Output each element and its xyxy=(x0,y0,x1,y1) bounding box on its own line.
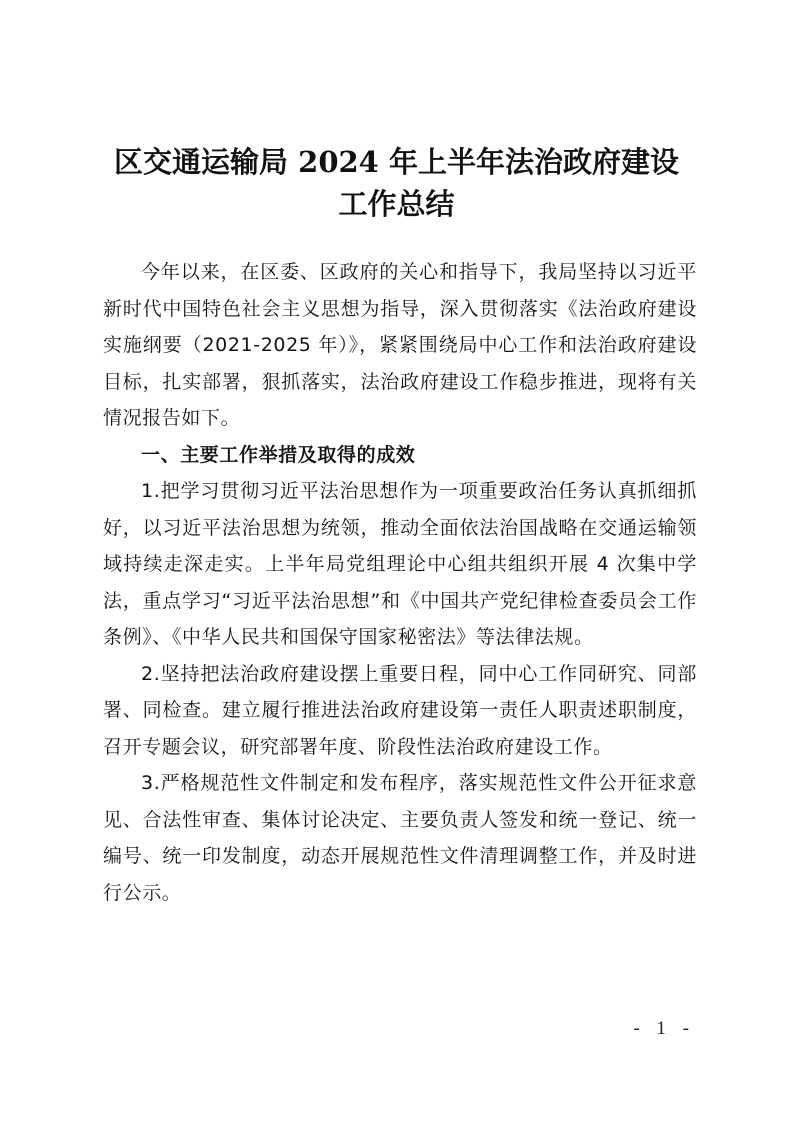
document-body xyxy=(103,254,697,911)
section-heading: 一、主要工作举措及取得的成效 xyxy=(141,443,416,466)
page-number: - 1 - xyxy=(633,1018,695,1039)
document-title-line-2: 工作总结 xyxy=(338,187,455,221)
item-paragraph-3: 3.严格规范性文件制定和发布程序，落实规范性文件公开征求意见、合法性审查、集体讨论决定、主要负责人签发和统一登记、统一编号、统一印发制度，动态开展规范性文件清理调整工作，并及时进行公示。 xyxy=(103,772,697,904)
item-paragraph-2: 2.坚持把法治政府建设摆上重要日程，同中心工作同研究、同部署、同检查。建立履行推进法治政府建设第一责任人职责述职制度，召开专题会议，研究部署年度、阶段性法治政府建设工作。 xyxy=(103,662,697,758)
intro-paragraph: 今年以来，在区委、区政府的关心和指导下，我局坚持以习近平新时代中国特色社会主义思想为指导，深入贯彻落实《法治政府建设实施纲要（2021-2025 年）》，紧紧围绕局中心工作和法治政府建设目标，扎实部署，狠抓落实，法治政府建设工作稳步推进，现将有关情况报告如下。 xyxy=(103,261,697,429)
item-paragraph-1: 1.把学习贯彻习近平法治思想作为一项重要政治任务认真抓细抓好，以习近平法治思想为统领，推动全面依法治国战略在交通运输领域持续走深走实。上半年局党组理论中心组共组织开展 4 次集中学法，重点学习“习近平法治思想”和《中国共产党纪律检查委员会工作条例》、《中华人民共和国保守国家秘密法》等法律法规。 xyxy=(103,480,697,648)
document-title-line-1: 区交通运输局 2024 年上半年法治政府建设 xyxy=(114,145,679,179)
